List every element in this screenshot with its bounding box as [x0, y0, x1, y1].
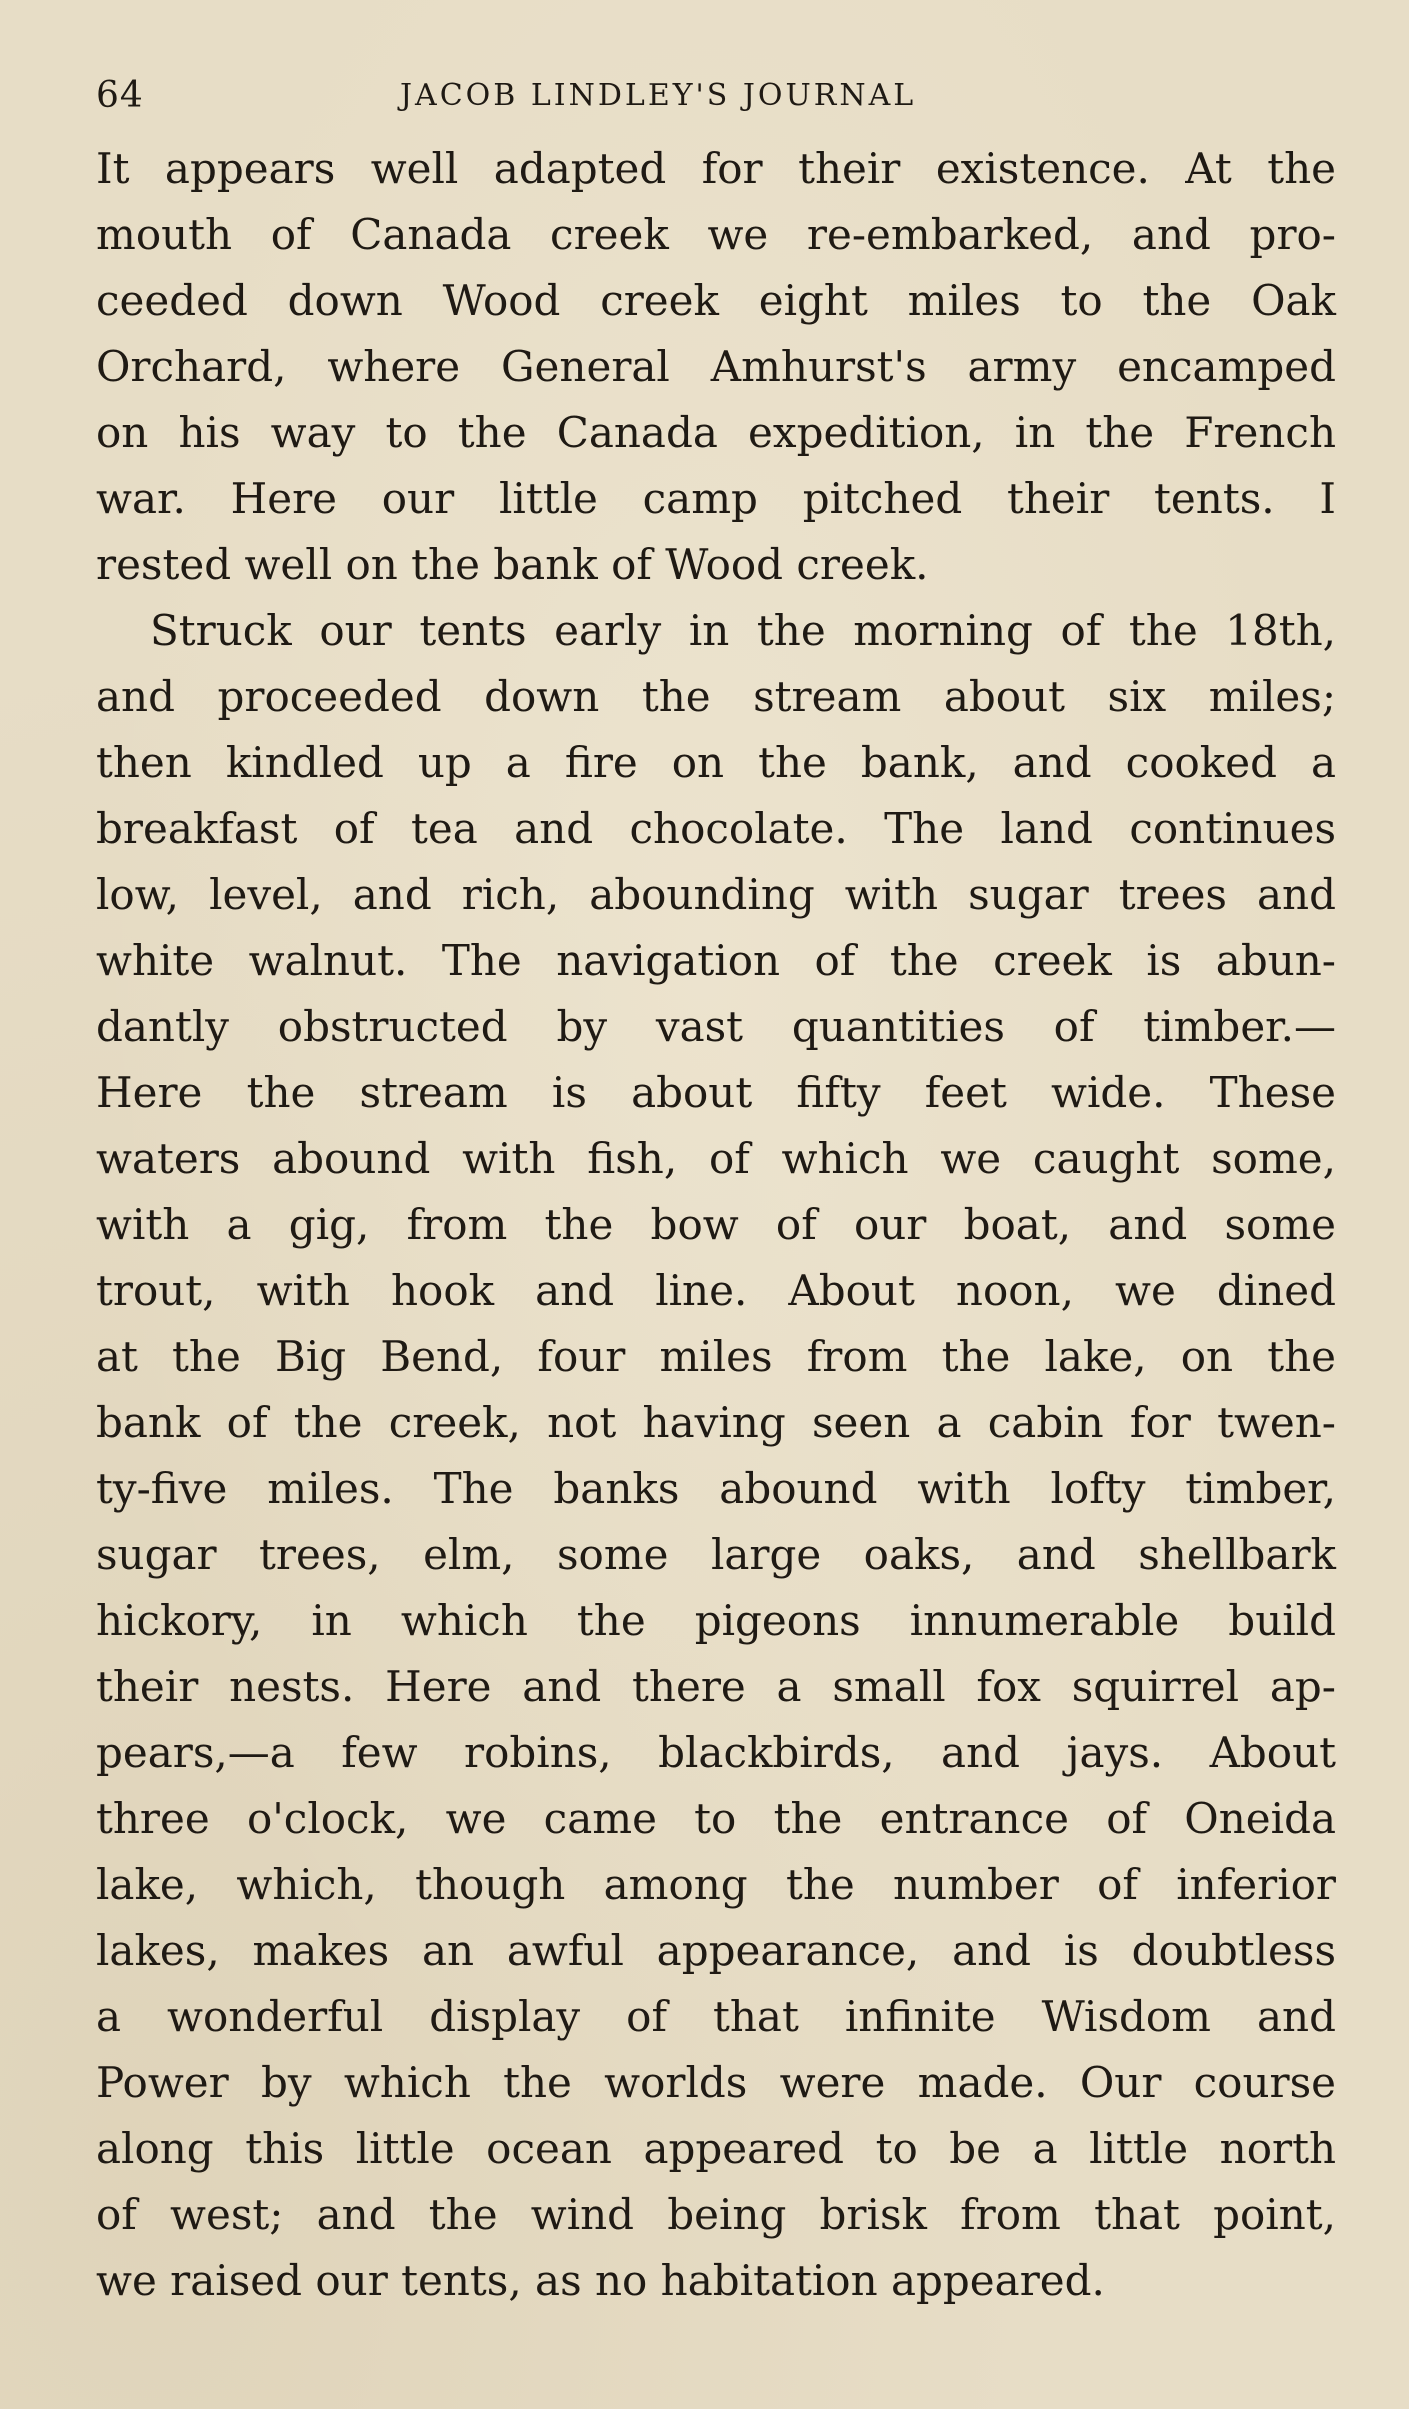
page-number: 64 — [96, 75, 144, 116]
running-title: JACOB LINDLEY'S JOURNAL — [400, 78, 917, 113]
text-line: we raised our tents, as no habitation appeared. — [96, 2256, 1105, 2305]
running-head — [96, 66, 1336, 126]
text-line: Orchard, where General Amhurst's army encamped — [96, 342, 1336, 391]
text-line: breakfast of tea and chocolate. The land continues — [96, 804, 1336, 853]
text-line: then kindled up a fire on the bank, and cooked a — [96, 738, 1336, 787]
text-line: trout, with hook and line. About noon, we dined — [96, 1266, 1336, 1315]
body-text — [96, 136, 1336, 2314]
text-line: lake, which, though among the number of inferior — [96, 1860, 1336, 1909]
text-line: rested well on the bank of Wood creek. — [96, 540, 929, 589]
text-line: their nests. Here and there a small fox squirrel ap- — [96, 1662, 1336, 1711]
text-line: three o'clock, we came to the entrance of Oneida — [96, 1794, 1336, 1843]
text-line: lakes, makes an awful appearance, and is doubtless — [96, 1926, 1336, 1975]
text-line: and proceeded down the stream about six miles; — [96, 672, 1336, 721]
text-line: hickory, in which the pigeons innumerable build — [96, 1596, 1336, 1645]
text-line: pears,—a few robins, blackbirds, and jays. About — [96, 1728, 1336, 1777]
paragraph-2 — [96, 598, 1336, 2314]
text-line: waters abound with fish, of which we caught some, — [96, 1134, 1336, 1183]
text-line: with a gig, from the bow of our boat, and some — [96, 1200, 1336, 1249]
text-line: sugar trees, elm, some large oaks, and shellbark — [96, 1530, 1336, 1579]
text-line: Here the stream is about fifty feet wide. These — [96, 1068, 1336, 1117]
text-line: along this little ocean appeared to be a little north — [96, 2124, 1336, 2173]
paragraph-1 — [96, 136, 1336, 598]
text-line: white walnut. The navigation of the creek is abun- — [96, 936, 1336, 985]
text-line: low, level, and rich, abounding with sugar trees and — [96, 870, 1336, 919]
text-line: ceeded down Wood creek eight miles to the Oak — [96, 276, 1336, 325]
text-line: Power by which the worlds were made. Our course — [96, 2058, 1336, 2107]
text-line: ty-five miles. The banks abound with lofty timber, — [96, 1464, 1336, 1513]
text-line: a wonderful display of that infinite Wisdom and — [96, 1992, 1336, 2041]
text-line: Struck our tents early in the morning of the 18th, — [150, 606, 1336, 655]
text-line: at the Big Bend, four miles from the lake, on the — [96, 1332, 1336, 1381]
text-line: war. Here our little camp pitched their tents. I — [96, 474, 1336, 523]
text-line: It appears well adapted for their existence. At the — [96, 144, 1336, 193]
text-line: dantly obstructed by vast quantities of timber.— — [96, 1002, 1336, 1051]
text-line: on his way to the Canada expedition, in the French — [96, 408, 1336, 457]
text-line: mouth of Canada creek we re-embarked, and pro- — [96, 210, 1336, 259]
text-line: of west; and the wind being brisk from that point, — [96, 2190, 1336, 2239]
text-line: bank of the creek, not having seen a cabin for twen- — [96, 1398, 1336, 1447]
